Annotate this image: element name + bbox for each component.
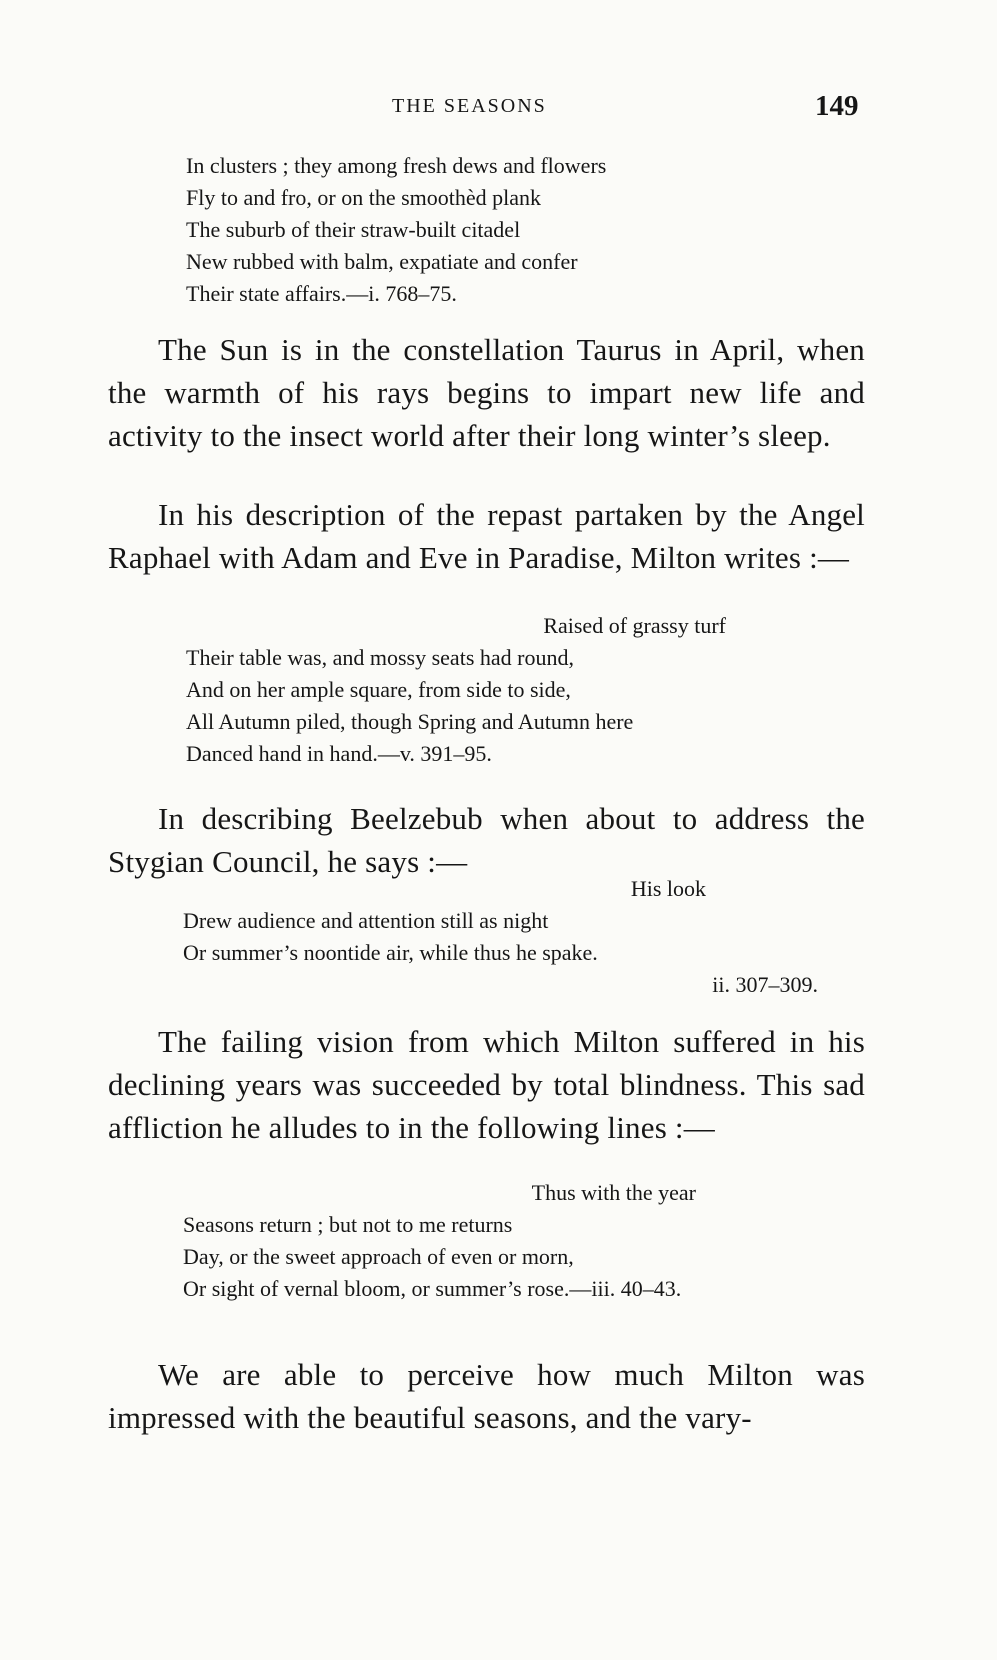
paragraph-5	[108, 1353, 865, 1439]
quote-line: New rubbed with balm, expatiate and confer	[186, 249, 578, 274]
quote-line: Or sight of vernal bloom, or summer’s rose.—iii. 40–43.	[183, 1276, 682, 1301]
quote-line: Or summer’s noontide air, while thus he spake.	[183, 940, 598, 965]
quote-citation: ii. 307–309.	[712, 972, 818, 997]
quote-block-1	[186, 150, 606, 310]
quote-line: Drew audience and attention still as night	[183, 908, 549, 933]
quote-lead: His look	[630, 876, 706, 901]
paragraph-1	[108, 328, 865, 457]
paragraph-text: In his description of the repast partaken by the Angel Raphael with Adam and Eve in Paradise, Milton writes :—	[108, 497, 865, 575]
paragraph-4	[108, 1020, 865, 1149]
quote-line: Their state affairs.—i. 768–75.	[186, 281, 457, 306]
quote-line: Seasons return ; but not to me returns	[183, 1212, 513, 1237]
quote-lead: Thus with the year	[531, 1180, 696, 1205]
quote-line: Their table was, and mossy seats had round,	[186, 645, 574, 670]
paragraph-text: In describing Beelzebub when about to address the Stygian Council, he says :—	[108, 801, 865, 879]
quote-line: All Autumn piled, though Spring and Autumn here	[186, 709, 634, 734]
quote-line: In clusters ; they among fresh dews and flowers	[186, 153, 607, 178]
quote-line: Day, or the sweet approach of even or morn,	[183, 1244, 574, 1269]
paragraph-3	[108, 797, 865, 883]
quote-block-4	[183, 1177, 823, 1305]
paragraph-text: The Sun is in the constellation Taurus in April, when the warmth of his rays begins to impart new life and activity to the insect world after their long winter’s sleep.	[108, 332, 865, 453]
quote-line: And on her ample square, from side to side,	[186, 677, 571, 702]
quote-lead: Raised of grassy turf	[543, 613, 726, 638]
quote-line: Danced hand in hand.—v. 391–95.	[186, 741, 492, 766]
paragraph-text: We are able to perceive how much Milton was impressed with the beautiful seasons, and the vary-	[108, 1357, 865, 1435]
page-number: 149	[815, 90, 859, 122]
running-title: THE SEASONS	[392, 95, 547, 117]
paragraph-2	[108, 493, 865, 579]
quote-line: Fly to and fro, or on the smoothèd plank	[186, 185, 542, 210]
quote-line: The suburb of their straw-built citadel	[186, 217, 521, 242]
paragraph-text: The failing vision from which Milton suffered in his declining years was succeeded by total blindness. This sad affliction he alludes to in the following lines :—	[108, 1024, 865, 1145]
quote-block-3	[183, 873, 818, 1001]
quote-block-2	[186, 610, 756, 770]
